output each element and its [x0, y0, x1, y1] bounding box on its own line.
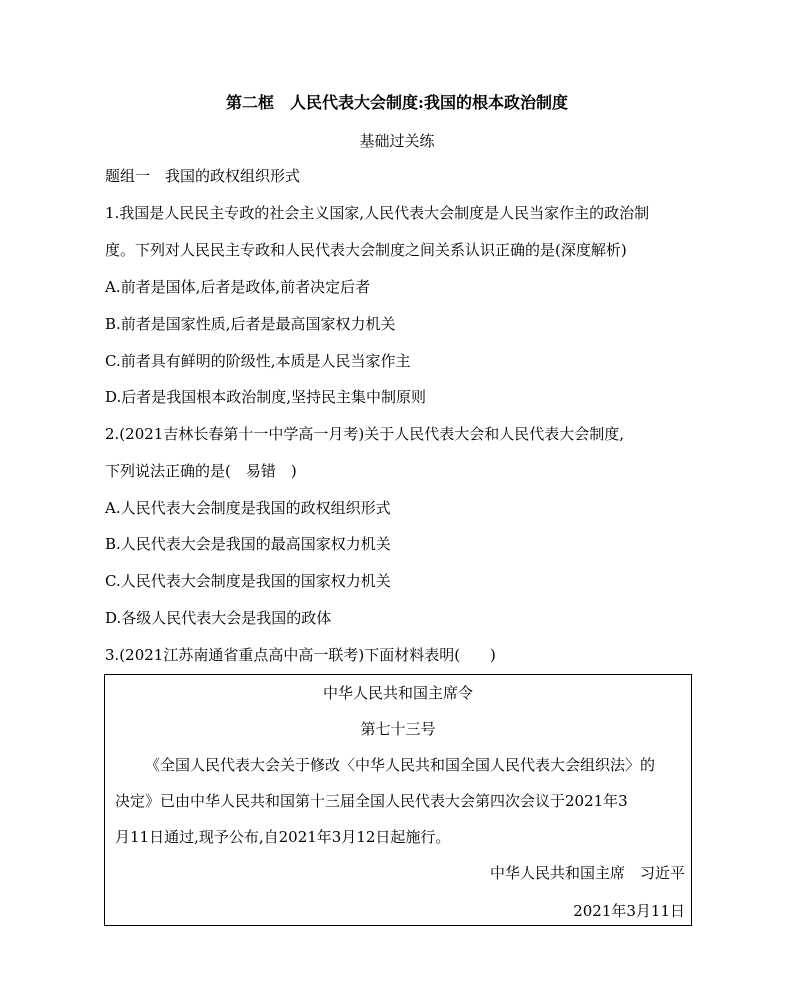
material-number: 第七十三号 — [360, 720, 436, 738]
question-1-stem-line-1: 1.我国是人民民主专政的社会主义国家,人民代表大会制度是人民当家作主的政治制 — [105, 204, 650, 222]
question-1-option-c: C.前者具有鲜明的阶级性,本质是人民当家作主 — [105, 352, 411, 370]
material-date: 2021年3月11日 — [573, 902, 685, 920]
page-title: 第二框 人民代表大会制度:我国的根本政治制度 — [226, 93, 568, 112]
question-1-option-b: B.前者是国家性质,后者是最高国家权力机关 — [105, 315, 396, 333]
question-3-stem: 3.(2021江苏南通省重点高中高一联考)下面材料表明( ) — [105, 646, 496, 664]
material-box — [104, 674, 692, 926]
material-heading: 中华人民共和国主席令 — [322, 684, 473, 702]
question-1-option-d: D.后者是我国根本政治制度,坚持民主集中制原则 — [105, 388, 427, 406]
question-1-stem-line-2: 度。下列对人民民主专政和人民代表大会制度之间关系认识正确的是(深度解析) — [105, 241, 627, 259]
question-2-option-c: C.人民代表大会制度是我国的国家权力机关 — [105, 572, 391, 590]
question-2-option-d: D.各级人民代表大会是我国的政体 — [105, 609, 332, 627]
material-body-line-3: 月11日通过,现予公布,自2021年3月12日起施行。 — [115, 828, 451, 846]
question-1-option-a: A.前者是国体,后者是政体,前者决定后者 — [105, 278, 371, 296]
question-group-heading: 题组一 我国的政权组织形式 — [105, 167, 301, 185]
section-heading: 基础过关练 — [359, 132, 435, 150]
material-signature: 中华人民共和国主席 习近平 — [489, 864, 685, 882]
question-2-stem-line-1: 2.(2021吉林长春第十一中学高一月考)关于人民代表大会和人民代表大会制度, — [105, 425, 624, 443]
material-body-line-1: 《全国人民代表大会关于修改〈中华人民共和国全国人民代表大会组织法〉的 — [145, 756, 656, 774]
question-2-option-a: A.人民代表大会制度是我国的政权组织形式 — [105, 499, 391, 517]
material-body-line-2: 决定》已由中华人民共和国第十三届全国人民代表大会第四次会议于2021年3 — [115, 792, 628, 810]
question-2-option-b: B.人民代表大会是我国的最高国家权力机关 — [105, 535, 391, 553]
question-2-stem-line-2: 下列说法正确的是( 易错 ) — [105, 462, 297, 480]
